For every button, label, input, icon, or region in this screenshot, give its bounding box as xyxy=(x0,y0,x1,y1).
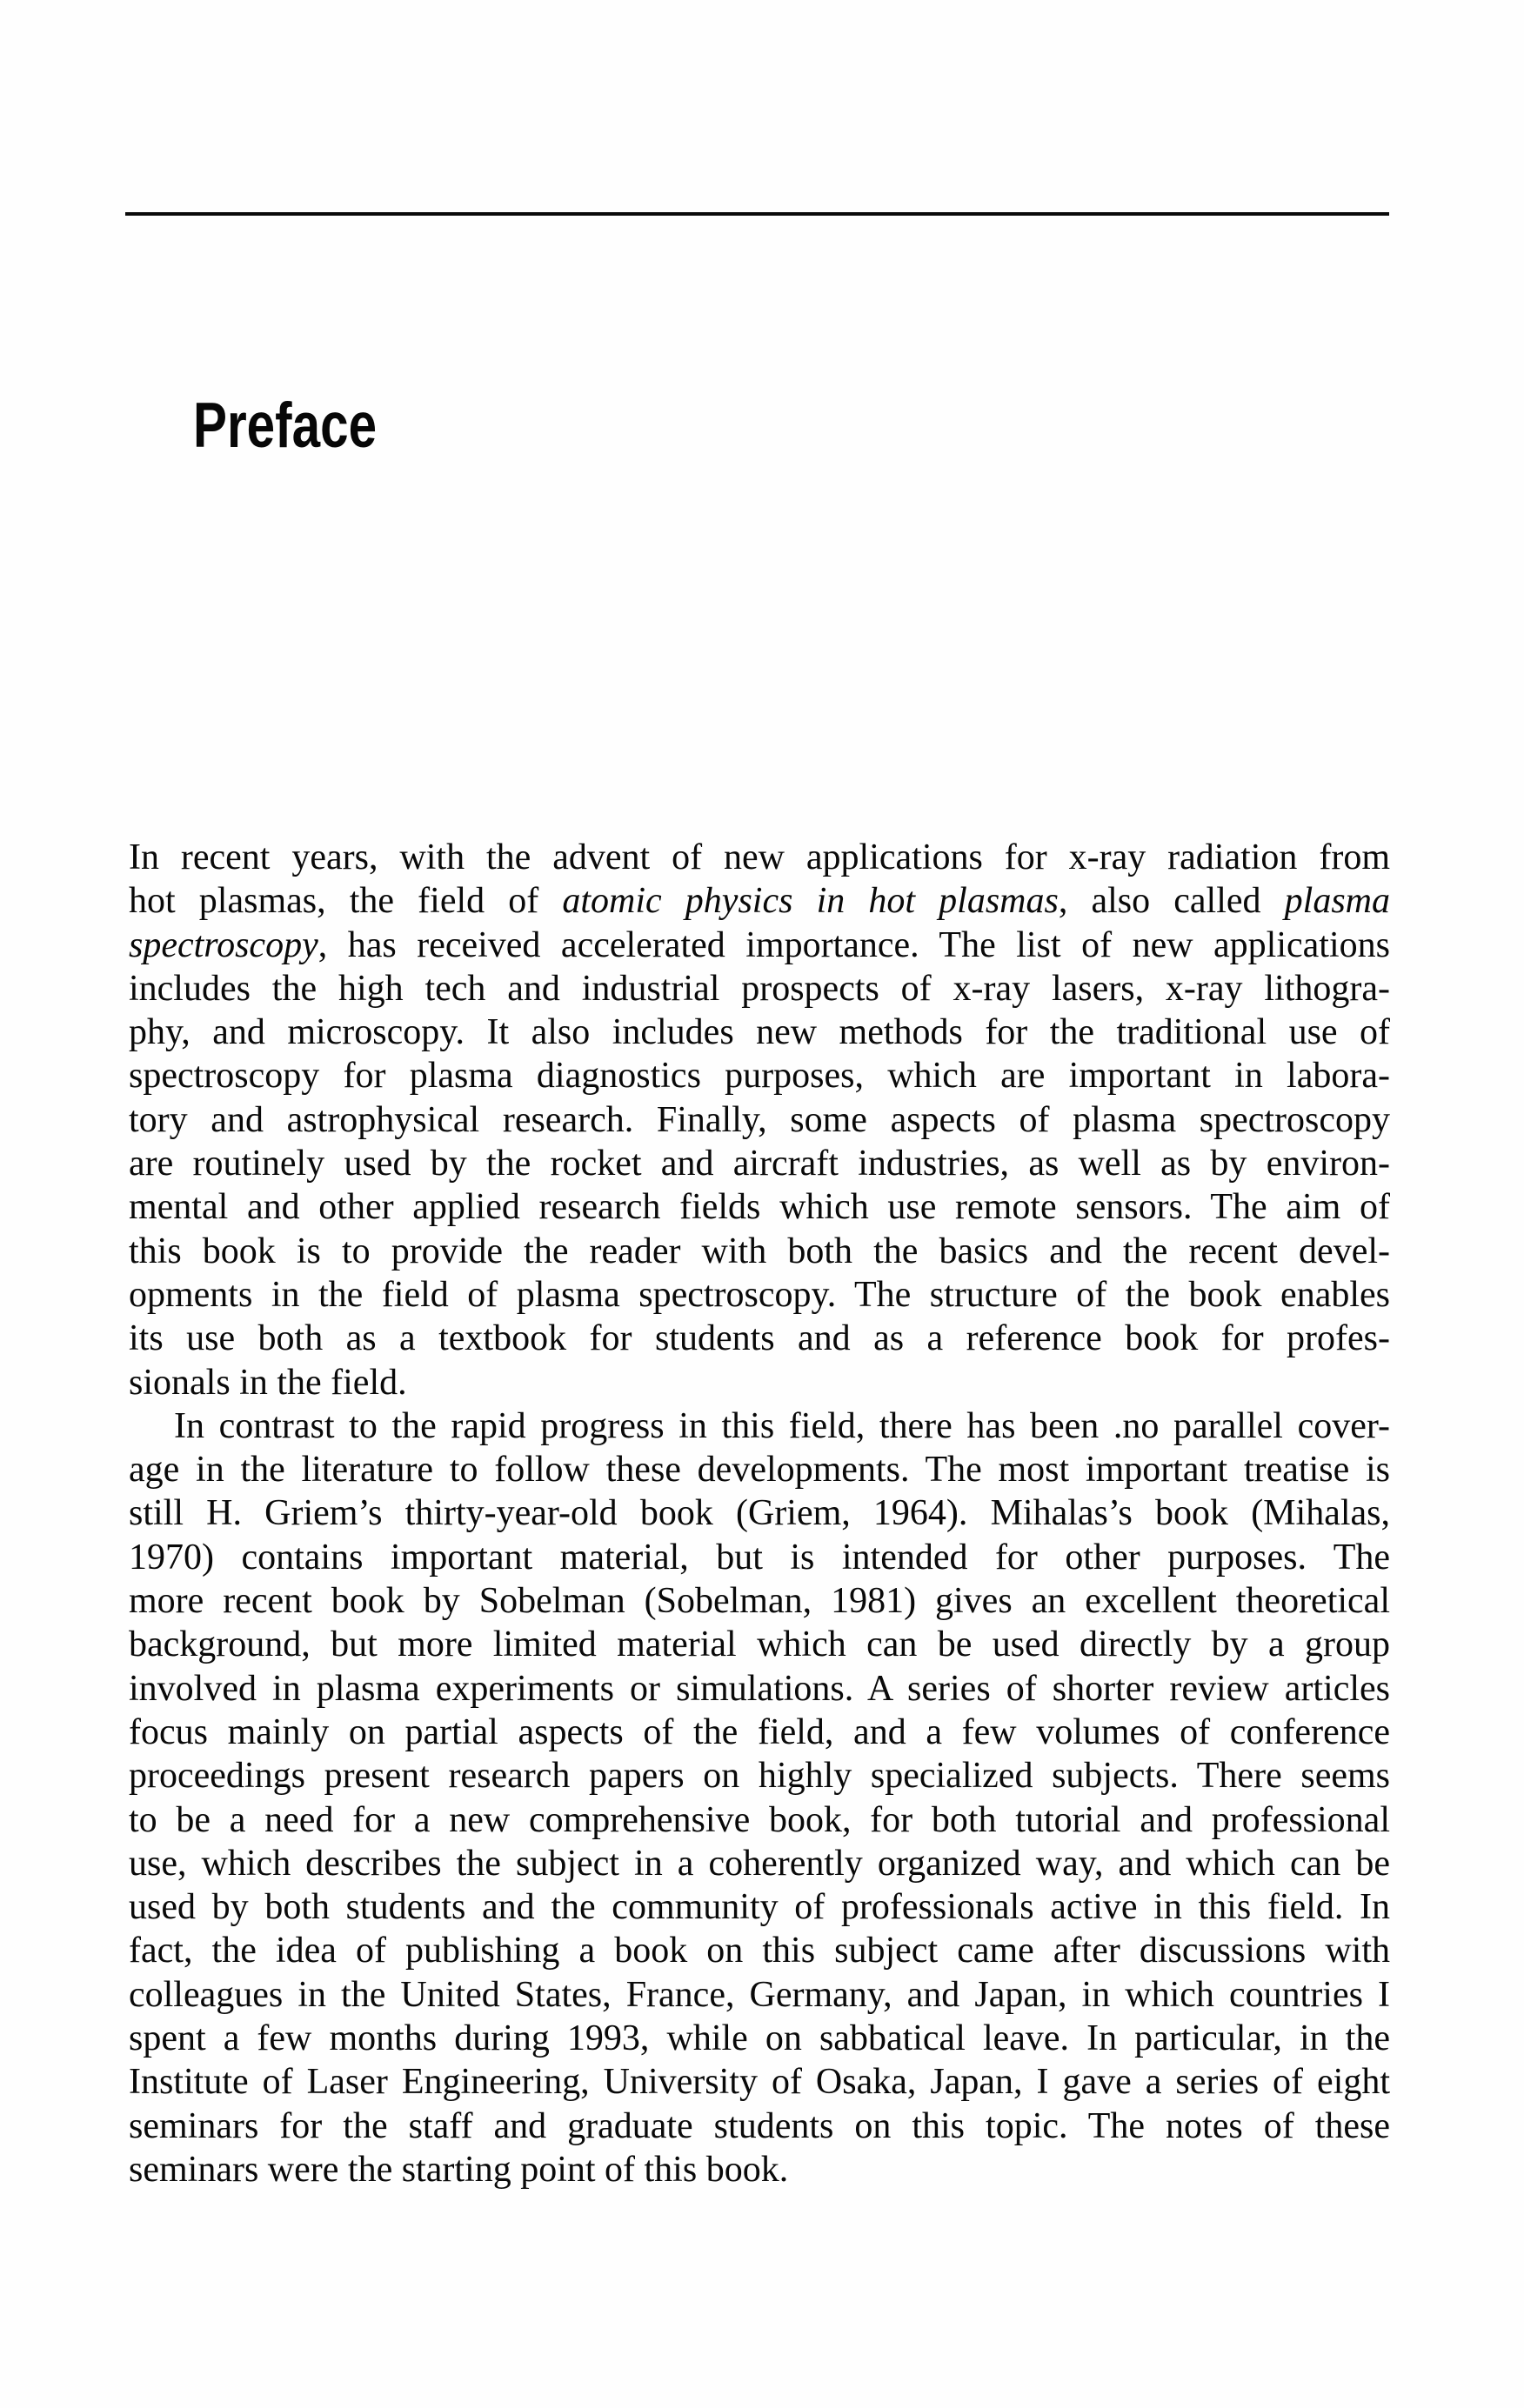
text-line xyxy=(129,1230,1390,1273)
paragraph xyxy=(129,836,1390,1404)
paragraph xyxy=(129,1404,1390,2191)
text-line xyxy=(129,1623,1390,1666)
text-segment: In contrast to the rapid progress in this field, there has been .no parallel cover- xyxy=(174,1405,1390,1446)
text-line xyxy=(129,967,1390,1011)
text-segment: atomic physics in hot plasmas xyxy=(562,881,1059,922)
text-line xyxy=(129,1273,1390,1317)
text-segment: are routinely used by the rocket and aircraft industries, as well as by environ- xyxy=(129,1144,1390,1184)
text-segment: , has received accelerated importance. The list of new applications xyxy=(318,924,1390,965)
text-segment: tory and astrophysical research. Finally, some aspects of plasma spectroscopy xyxy=(129,1099,1390,1140)
text-segment: age in the literature to follow these developments. The most important treatise is xyxy=(129,1450,1390,1491)
text-line xyxy=(129,1754,1390,1798)
text-segment: includes the high tech and industrial prospects of x-ray lasers, x-ray lithogra- xyxy=(129,968,1390,1009)
text-segment: sionals in the field. xyxy=(129,1362,407,1403)
text-line xyxy=(129,1491,1390,1535)
text-segment: fact, the idea of publishing a book on this subject came after discussions with xyxy=(129,1931,1390,1971)
text-line xyxy=(129,1929,1390,1972)
text-line xyxy=(129,836,1390,879)
text-line xyxy=(129,1098,1390,1142)
header-rule xyxy=(125,212,1389,216)
text-segment: seminars for the staff and graduate students on this topic. The notes of these xyxy=(129,2105,1390,2146)
text-segment: , also called xyxy=(1058,881,1285,922)
text-segment: opments in the field of plasma spectroscopy. The structure of the book enables xyxy=(129,1274,1390,1315)
text-line xyxy=(129,1798,1390,1842)
text-segment: hot plasmas, the field of xyxy=(129,881,563,922)
text-segment: used by both students and the community of professionals active in this field. In xyxy=(129,1887,1390,1928)
text-segment: seminars were the starting point of this book. xyxy=(129,2149,789,2190)
text-segment: proceedings present research papers on highly specialized subjects. There seems xyxy=(129,1756,1390,1797)
text-segment: more recent book by Sobelman (Sobelman, 1981) gives an excellent theoretical xyxy=(129,1581,1390,1622)
text-line xyxy=(129,1667,1390,1711)
text-line xyxy=(129,1361,1390,1404)
text-line xyxy=(129,2017,1390,2060)
text-line xyxy=(129,1054,1390,1097)
text-segment: phy, and microscopy. It also includes new methods for the traditional use of xyxy=(129,1012,1390,1053)
text-line xyxy=(129,1536,1390,1579)
text-line xyxy=(129,2060,1390,2104)
text-line xyxy=(129,1448,1390,1491)
text-line xyxy=(129,2148,1390,2191)
text-segment: colleagues in the United States, France, Germany, and Japan, in which countries I xyxy=(129,1974,1390,2015)
text-segment: 1970) contains important material, but is intended for other purposes. The xyxy=(129,1537,1390,1578)
text-line xyxy=(129,1185,1390,1229)
text-segment: plasma xyxy=(1284,881,1391,922)
text-line xyxy=(129,1404,1390,1448)
text-line xyxy=(129,1711,1390,1754)
text-line xyxy=(129,1885,1390,1929)
text-segment: focus mainly on partial aspects of the field, and a few volumes of conference xyxy=(129,1711,1390,1752)
text-segment: to be a need for a new comprehensive book, for both tutorial and professional xyxy=(129,1799,1390,1840)
text-segment: Institute of Laser Engineering, University of Osaka, Japan, I gave a series of eight xyxy=(129,2062,1390,2103)
page-title: Preface xyxy=(193,390,378,461)
text-line xyxy=(129,1973,1390,2017)
text-segment: still H. Griem’s thirty-year-old book (Griem, 1964). Mihalas’s book (Mihalas, xyxy=(129,1493,1390,1534)
text-line xyxy=(129,879,1390,923)
text-segment: spectroscopy xyxy=(129,924,318,965)
text-segment: its use both as a textbook for students and as a reference book for profes- xyxy=(129,1318,1390,1359)
text-segment: mental and other applied research fields which use remote sensors. The aim of xyxy=(129,1187,1390,1228)
text-segment: spent a few months during 1993, while on sabbatical leave. In particular, in the xyxy=(129,2018,1390,2059)
text-segment: background, but more limited material which can be used directly by a group xyxy=(129,1624,1390,1665)
text-segment: spectroscopy for plasma diagnostics purposes, which are important in labora- xyxy=(129,1056,1390,1097)
preface-body xyxy=(129,836,1390,2191)
text-line xyxy=(129,1142,1390,1185)
text-segment: use, which describes the subject in a coherently organized way, and which can be xyxy=(129,1843,1390,1884)
text-line xyxy=(129,2104,1390,2148)
text-segment: this book is to provide the reader with both the basics and the recent devel- xyxy=(129,1231,1390,1271)
text-line xyxy=(129,1317,1390,1360)
text-segment: In recent years, with the advent of new applications for x-ray radiation from xyxy=(129,837,1390,877)
text-line xyxy=(129,1579,1390,1623)
text-line xyxy=(129,1842,1390,1885)
text-line xyxy=(129,1011,1390,1054)
text-line xyxy=(129,924,1390,967)
text-segment: involved in plasma experiments or simulations. A series of shorter review articles xyxy=(129,1668,1390,1709)
